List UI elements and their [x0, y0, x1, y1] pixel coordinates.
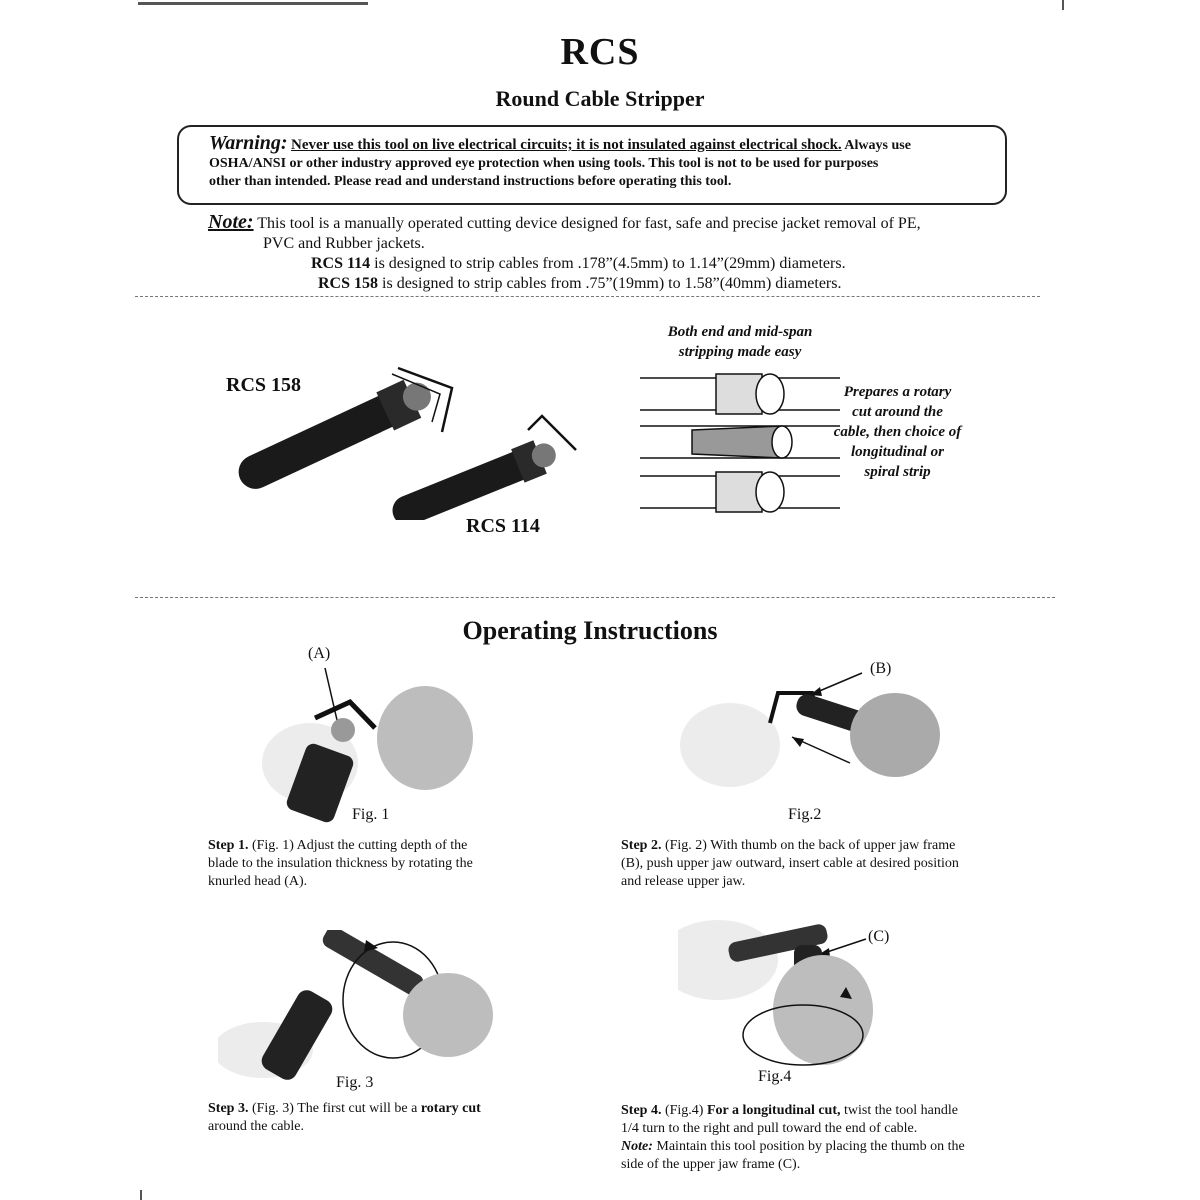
- scan-artifact-bottom: [140, 1190, 142, 1200]
- warning-line-1: [209, 134, 987, 155]
- side-caption-line4: longitudinal or: [851, 444, 944, 460]
- fig4-image: [678, 905, 928, 1070]
- callout-c: (C): [868, 928, 890, 945]
- note-line-1: This tool is a manually operated cutting device designed for fast, safe and precise jacket removal of PE,: [257, 215, 921, 232]
- step1-line1: (Fig. 1) Adjust the cutting depth of the: [251, 838, 468, 853]
- step3-line1-a: (Fig. 3) The first cut will be a: [251, 1101, 418, 1116]
- step4-line4: side of the upper jaw frame (C).: [621, 1157, 801, 1172]
- step1-line2: blade to the insulation thickness by rotating the: [208, 856, 473, 871]
- side-caption-line2: cut around the: [852, 404, 943, 420]
- fig3-image: [218, 930, 498, 1080]
- step4-line3: Maintain this tool position by placing the thumb on the: [656, 1139, 965, 1154]
- scan-artifact-top: [138, 2, 368, 5]
- note-rcs158-line: [208, 274, 1008, 294]
- note-rcs158-model: RCS 158: [318, 275, 379, 292]
- note-rcs158-text: is designed to strip cables from .75”(19mm) to 1.58”(40mm) diameters.: [382, 275, 842, 292]
- warning-box: [177, 125, 1007, 205]
- callout-b: (B): [870, 660, 892, 677]
- step3-label: Step 3.: [208, 1101, 249, 1116]
- note-rcs114-model: RCS 114: [311, 255, 371, 272]
- step2-text: [621, 837, 1041, 891]
- divider-middle: [135, 597, 1055, 598]
- rcs114-label: RCS 114: [466, 515, 540, 537]
- step4-note-label: Note:: [621, 1139, 653, 1154]
- step2-line3: and release upper jaw.: [621, 874, 746, 889]
- note-label: Note:: [208, 211, 254, 233]
- note-rcs114-text: is designed to strip cables from .178”(4.5mm) to 1.14”(29mm) diameters.: [374, 255, 846, 272]
- page-subtitle: Round Cable Stripper: [495, 86, 705, 111]
- note-line-2: PVC and Rubber jackets.: [263, 235, 425, 252]
- warning-line-3: other than intended. Please read and understand instructions before operating this tool.: [209, 174, 732, 189]
- fig3-label: Fig. 3: [336, 1074, 374, 1091]
- step2-line2: (B), push upper jaw outward, insert cable at desired position: [621, 856, 959, 871]
- strip-caption-line1: Both end and mid-span: [667, 324, 813, 340]
- step4-line1-b: twist the tool handle: [844, 1103, 958, 1118]
- warning-line-2: OSHA/ANSI or other industry approved eye protection when using tools. This tool is not to be used for purposes: [209, 156, 879, 171]
- step4-label: Step 4.: [621, 1103, 662, 1118]
- scan-artifact-right: [1062, 0, 1064, 10]
- side-caption-line5: spiral strip: [864, 464, 931, 480]
- callout-a: (A): [308, 645, 331, 662]
- step3-text: [208, 1100, 548, 1136]
- step4-line1-bold: For a longitudinal cut,: [706, 1103, 841, 1118]
- step1-text: [208, 837, 548, 891]
- step4-line1-a: (Fig.4): [664, 1103, 704, 1118]
- step2-label: Step 2.: [621, 838, 662, 853]
- strip-caption-line2: stripping made easy: [678, 344, 802, 360]
- side-caption: [810, 382, 985, 482]
- note-rcs114-line: [208, 254, 1008, 274]
- warning-underlined-text: Never use this tool on live electrical circuits; it is not insulated against electrical shock.: [291, 137, 842, 153]
- rcs158-label: RCS 158: [226, 374, 302, 396]
- step4-line2: 1/4 turn to the right and pull toward the end of cable.: [621, 1121, 918, 1136]
- warning-label: Warning:: [209, 132, 288, 154]
- step3-line2: around the cable.: [208, 1119, 305, 1134]
- strip-caption: [630, 322, 850, 362]
- step1-line3: knurled head (A).: [208, 874, 308, 889]
- step2-line1: (Fig. 2) With thumb on the back of upper jaw frame: [664, 838, 956, 853]
- side-caption-line1: Prepares a rotary: [843, 384, 952, 400]
- fig2-label: Fig.2: [788, 806, 822, 823]
- side-caption-line3: cable, then choice of: [833, 424, 962, 440]
- fig2-image: [680, 665, 950, 800]
- instructions-title: Operating Instructions: [462, 616, 718, 645]
- step4-text: [621, 1102, 1041, 1174]
- fig4-label: Fig.4: [758, 1068, 792, 1085]
- rcs114-tool-image: [380, 410, 580, 520]
- divider-top: [135, 296, 1040, 297]
- step3-line1-bold: rotary cut: [420, 1101, 481, 1116]
- note-section: [208, 212, 1008, 294]
- fig1-label: Fig. 1: [352, 806, 390, 823]
- step1-label: Step 1.: [208, 838, 249, 853]
- page-title: RCS: [560, 31, 640, 73]
- warning-line1-tail: Always use: [844, 138, 911, 153]
